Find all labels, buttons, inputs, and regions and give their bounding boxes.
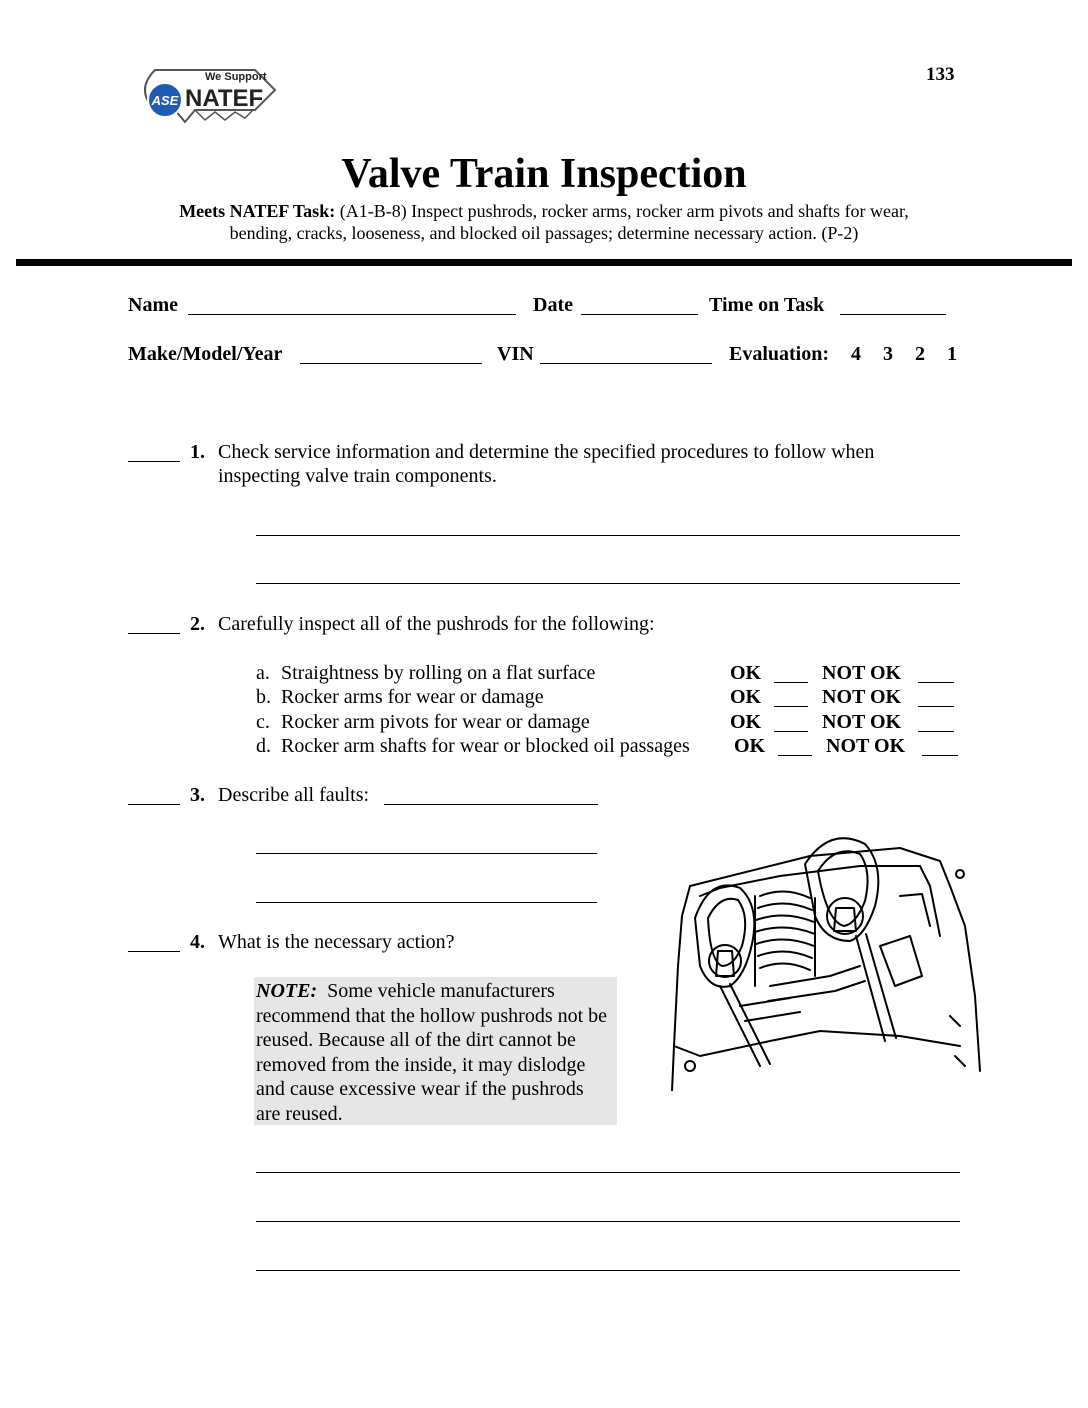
checklist-letter: a. (256, 662, 270, 684)
step-4-checkbox-blank[interactable] (128, 951, 180, 952)
note-label: NOTE: (256, 980, 318, 1002)
vin-label: VIN (497, 343, 534, 365)
valve-train-illustration (660, 826, 985, 1091)
step-2-checkbox-blank[interactable] (128, 633, 180, 634)
step-1-checkbox-blank[interactable] (128, 461, 180, 462)
checklist-letter: d. (256, 735, 271, 757)
vin-field[interactable] (540, 363, 712, 364)
task-line-2: bending, cracks, looseness, and blocked oil passages; determine necessary action. (P-2) (229, 223, 859, 243)
checklist-item: Straightness by rolling on a flat surface (281, 662, 596, 684)
step-1-answer-line-1[interactable] (256, 535, 960, 536)
name-field[interactable] (188, 314, 516, 315)
ok-label: OK (730, 662, 762, 684)
checklist-row-b (256, 685, 966, 709)
evaluation-score-1[interactable]: 1 (947, 343, 957, 365)
step-3-inline-answer-line[interactable] (384, 804, 598, 805)
ok-blank[interactable] (774, 682, 808, 683)
step-1-text-line-1: Check service information and determine the specified procedures to follow when (218, 441, 875, 463)
date-field[interactable] (581, 314, 698, 315)
ok-blank[interactable] (778, 755, 812, 756)
name-label: Name (128, 294, 178, 316)
ok-label: OK (730, 711, 762, 733)
not-ok-blank[interactable] (922, 755, 958, 756)
not-ok-label: NOT OK (822, 686, 902, 708)
not-ok-label: NOT OK (822, 711, 902, 733)
checklist-row-a (256, 661, 966, 685)
time-on-task-label: Time on Task (709, 294, 825, 316)
task-line-1: (A1-B-8) Inspect pushrods, rocker arms, rocker arm pivots and shafts for wear, (339, 201, 909, 221)
step-2-number: 2. (190, 613, 205, 635)
note-box (254, 977, 617, 1125)
checklist-row-d (256, 734, 966, 758)
logo-natef: NATEF (185, 85, 264, 112)
step-3-text: Describe all faults: (218, 784, 370, 806)
natef-logo (135, 62, 295, 142)
not-ok-label: NOT OK (826, 735, 906, 757)
step-4-answer-line-1[interactable] (256, 1172, 960, 1173)
step-1-answer-line-2[interactable] (256, 583, 960, 584)
page-title: Valve Train Inspection (341, 151, 747, 197)
step-4-text: What is the necessary action? (218, 931, 455, 953)
step-2-text: Carefully inspect all of the pushrods for the following: (218, 613, 655, 635)
not-ok-blank[interactable] (918, 706, 954, 707)
step-1-text-line-2: inspecting valve train components. (218, 465, 497, 487)
ase-badge-text: ASE (151, 93, 179, 108)
step-4-answer-line-2[interactable] (256, 1221, 960, 1222)
ok-blank[interactable] (774, 706, 808, 707)
checklist-item: Rocker arm shafts for wear or blocked oil passages (281, 735, 690, 757)
date-label: Date (533, 294, 573, 316)
evaluation-score-2[interactable]: 2 (915, 343, 925, 365)
checklist-item: Rocker arm pivots for wear or damage (281, 711, 590, 733)
header-divider (16, 259, 1072, 266)
not-ok-blank[interactable] (918, 682, 954, 683)
note-body: Some vehicle manufacturers recommend that the hollow pushrods not be reused. Because all of the dirt cannot be removed from the inside, it may dislodge and cause excessive wear if the pushrods are reused. (256, 980, 608, 1125)
checklist-letter: c. (256, 711, 270, 733)
time-on-task-field[interactable] (840, 314, 946, 315)
note-text-block (256, 979, 612, 1126)
step-3-answer-line-1[interactable] (256, 853, 597, 854)
evaluation-score-3[interactable]: 3 (883, 343, 893, 365)
logo-we-support: We Support (205, 71, 267, 83)
not-ok-blank[interactable] (918, 731, 954, 732)
checklist-letter: b. (256, 686, 271, 708)
checklist-row-c (256, 710, 966, 734)
evaluation-score-4[interactable]: 4 (851, 343, 861, 365)
task-description (100, 200, 988, 244)
step-4-number: 4. (190, 931, 205, 953)
checklist-item: Rocker arms for wear or damage (281, 686, 544, 708)
evaluation-label: Evaluation: (729, 343, 830, 365)
step-3-number: 3. (190, 784, 205, 806)
step-4-answer-line-3[interactable] (256, 1270, 960, 1271)
ok-label: OK (734, 735, 766, 757)
step-3-checkbox-blank[interactable] (128, 804, 180, 805)
page-number: 133 (926, 64, 955, 85)
not-ok-label: NOT OK (822, 662, 902, 684)
step-3-answer-line-2[interactable] (256, 902, 597, 903)
step-1-number: 1. (190, 441, 205, 463)
make-model-year-label: Make/Model/Year (128, 343, 283, 365)
task-label: Meets NATEF Task: (179, 201, 336, 221)
ok-label: OK (730, 686, 762, 708)
make-model-year-field[interactable] (300, 363, 482, 364)
ok-blank[interactable] (774, 731, 808, 732)
